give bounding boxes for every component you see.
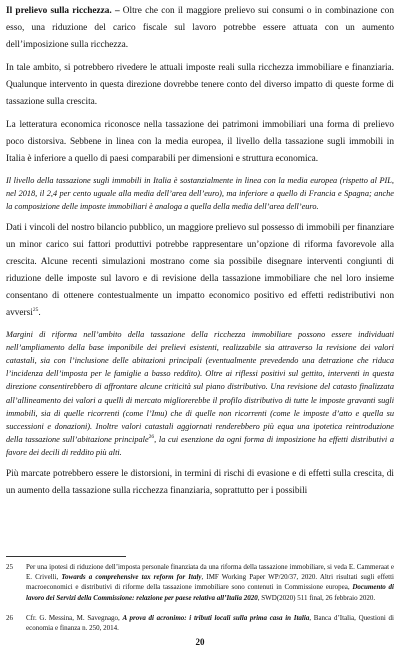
paragraph-property-literature: La letteratura economica riconosce nella tassazione dei patrimoni immobiliari una forma di prelievo poco distorsiva. Sebbene in linea con la media europea, il livello della tassazione sugli immobili in Italia è inferiore a quello di paesi comparabili per dimensioni e struttura economica. — [6, 120, 394, 164]
paragraph-text: Margini di riforma nell’ambito della tassazione della ricchezza immobiliare possono essere individuati nell’ampliamento della base imponibile dei prelievi esistenti, realizzabile sia attraverso la revisione dei valori catastali, sia con l’inclusione delle abitazioni principali (eventualmente prevedendo una detrazione che riduca l’incidenza dell’imposta per le famiglie a basso reddito). Oltre ai riflessi positivi sul gettito, interventi in questa direzione consentirebbero di affrontare alcune criticità sul piano distributivo. Una revisione del catasto finalizzata all’allineamento dei valori a quelli di mercato migliorerebbe il profilo distributivo di tutte le imposte gravanti sugli immobili, sia di quelle ricorrenti (come l’Imu) che di quelle non ricorrenti (come le imposte d’atto e quella su successioni e donazioni). Inoltre valori catastali aggiornati renderebbero più equa una ipotetica reintroduzione della tassazione sull’abitazione principale — [6, 329, 394, 445]
paragraph-end: . — [38, 307, 41, 318]
footnote-text-part: , SWD(2020) 511 final, 26 febbraio 2020. — [257, 593, 376, 602]
cited-title: A prova di acronimo: i tributi locali sulla prima casa in Italia — [122, 614, 310, 622]
footnote-text-part: Cfr. G. Messina, M. Savegnago, — [26, 614, 123, 622]
footnote-26 — [6, 613, 394, 633]
paragraph-text: Oltre che con il maggiore prelievo sui consumi o in combinazione con esso, una riduzione del carico fiscale sul lavoro potrebbe essere attuata con un aumento dell’imposizione sulla ricchezza. — [6, 6, 394, 50]
footnote-number: 25 — [6, 563, 13, 571]
italic-box-property-tax-level: Il livello della tassazione sugli immobili in Italia è sostanzialmente in linea con la media europea (rispetto al PIL, nel 2018, il 2,4 per cento uguale alla media dell’area dell’euro), ma inferiore a quello di Francia e Spagna; anche la composizione delle imposte immobiliari è analoga a quella della media dell’area dell’euro. — [6, 176, 394, 212]
footnote-text-part: , Banca d’Italia, Questioni di economia e finanza n. 250, 2014. — [26, 614, 394, 633]
paragraph-budget-constraints — [6, 220, 394, 322]
footnote-divider — [6, 556, 126, 557]
section-heading: Il prelievo sulla ricchezza. – — [6, 6, 120, 16]
footnote-text-part: , IMF Working Paper WP/20/37, 2020. Altri risultati sugli effetti macroeconomici e distributivi di riforme della tassazione immobiliare sono contenuti in Commissione europea, — [26, 573, 395, 592]
paragraph-text: Dati i vincoli del nostro bilancio pubblico, un maggiore prelievo sul possesso di immobili per finanziare un minor carico sui fattori produttivi potrebbe rappresentare un’opzione di riforma favorevole alla crescita. Alcune recenti simulazioni mostrano come sia possibile disegnare interventi congiunti di riduzione delle imposte sul lavoro e di revisione della tassazione immobiliare che nel loro insieme consentano di ottenere contestualmente un impatto economico positivo ed effetti redistributivi non avversi — [6, 222, 394, 318]
page-number: 20 — [195, 637, 205, 647]
footnote-ref-25[interactable]: 25 — [32, 306, 39, 313]
cited-title: Towards a comprehensive tax reform for Italy — [61, 573, 202, 582]
paragraph-real-taxes: In tale ambito, si potrebbero rivedere le attuali imposte reali sulla ricchezza immobiliare e finanziaria. Qualunque intervento in questa direzione dovrebbe tenere conto del diverso impatto di queste forme di tassazione sulla crescita. — [6, 63, 394, 107]
italic-box-reform-margins — [6, 328, 394, 460]
cited-title: Documento di lavoro dei Servizi della Commissione: relazione per paese relativa all’Italia 2020 — [26, 583, 394, 602]
footnote-number: 26 — [6, 614, 13, 622]
footnote-text-part: Per una ipotesi di riduzione dell’imposta personale finanziata da una riforma della tassazione immobiliare, si veda E. Cammeraat e E. Crivelli, — [26, 563, 394, 582]
footnote-text — [26, 613, 394, 633]
footnote-25 — [6, 562, 394, 603]
footnote-text — [26, 562, 394, 603]
footnote-ref-26[interactable]: 26 — [148, 434, 155, 441]
paragraph-financial-wealth: Più marcate potrebbero essere le distorsioni, in termini di rischi di evasione e di effetti sulla crescita, di un aumento della tassazione sulla ricchezza finanziaria, soprattutto per i possibili — [6, 468, 394, 496]
paragraph-text-end: , la cui esenzione da ogni forma di imposizione ha effetti distributivi a favore dei decili di reddito più alti. — [6, 435, 394, 458]
paragraph-wealth-tax-intro — [6, 3, 394, 54]
